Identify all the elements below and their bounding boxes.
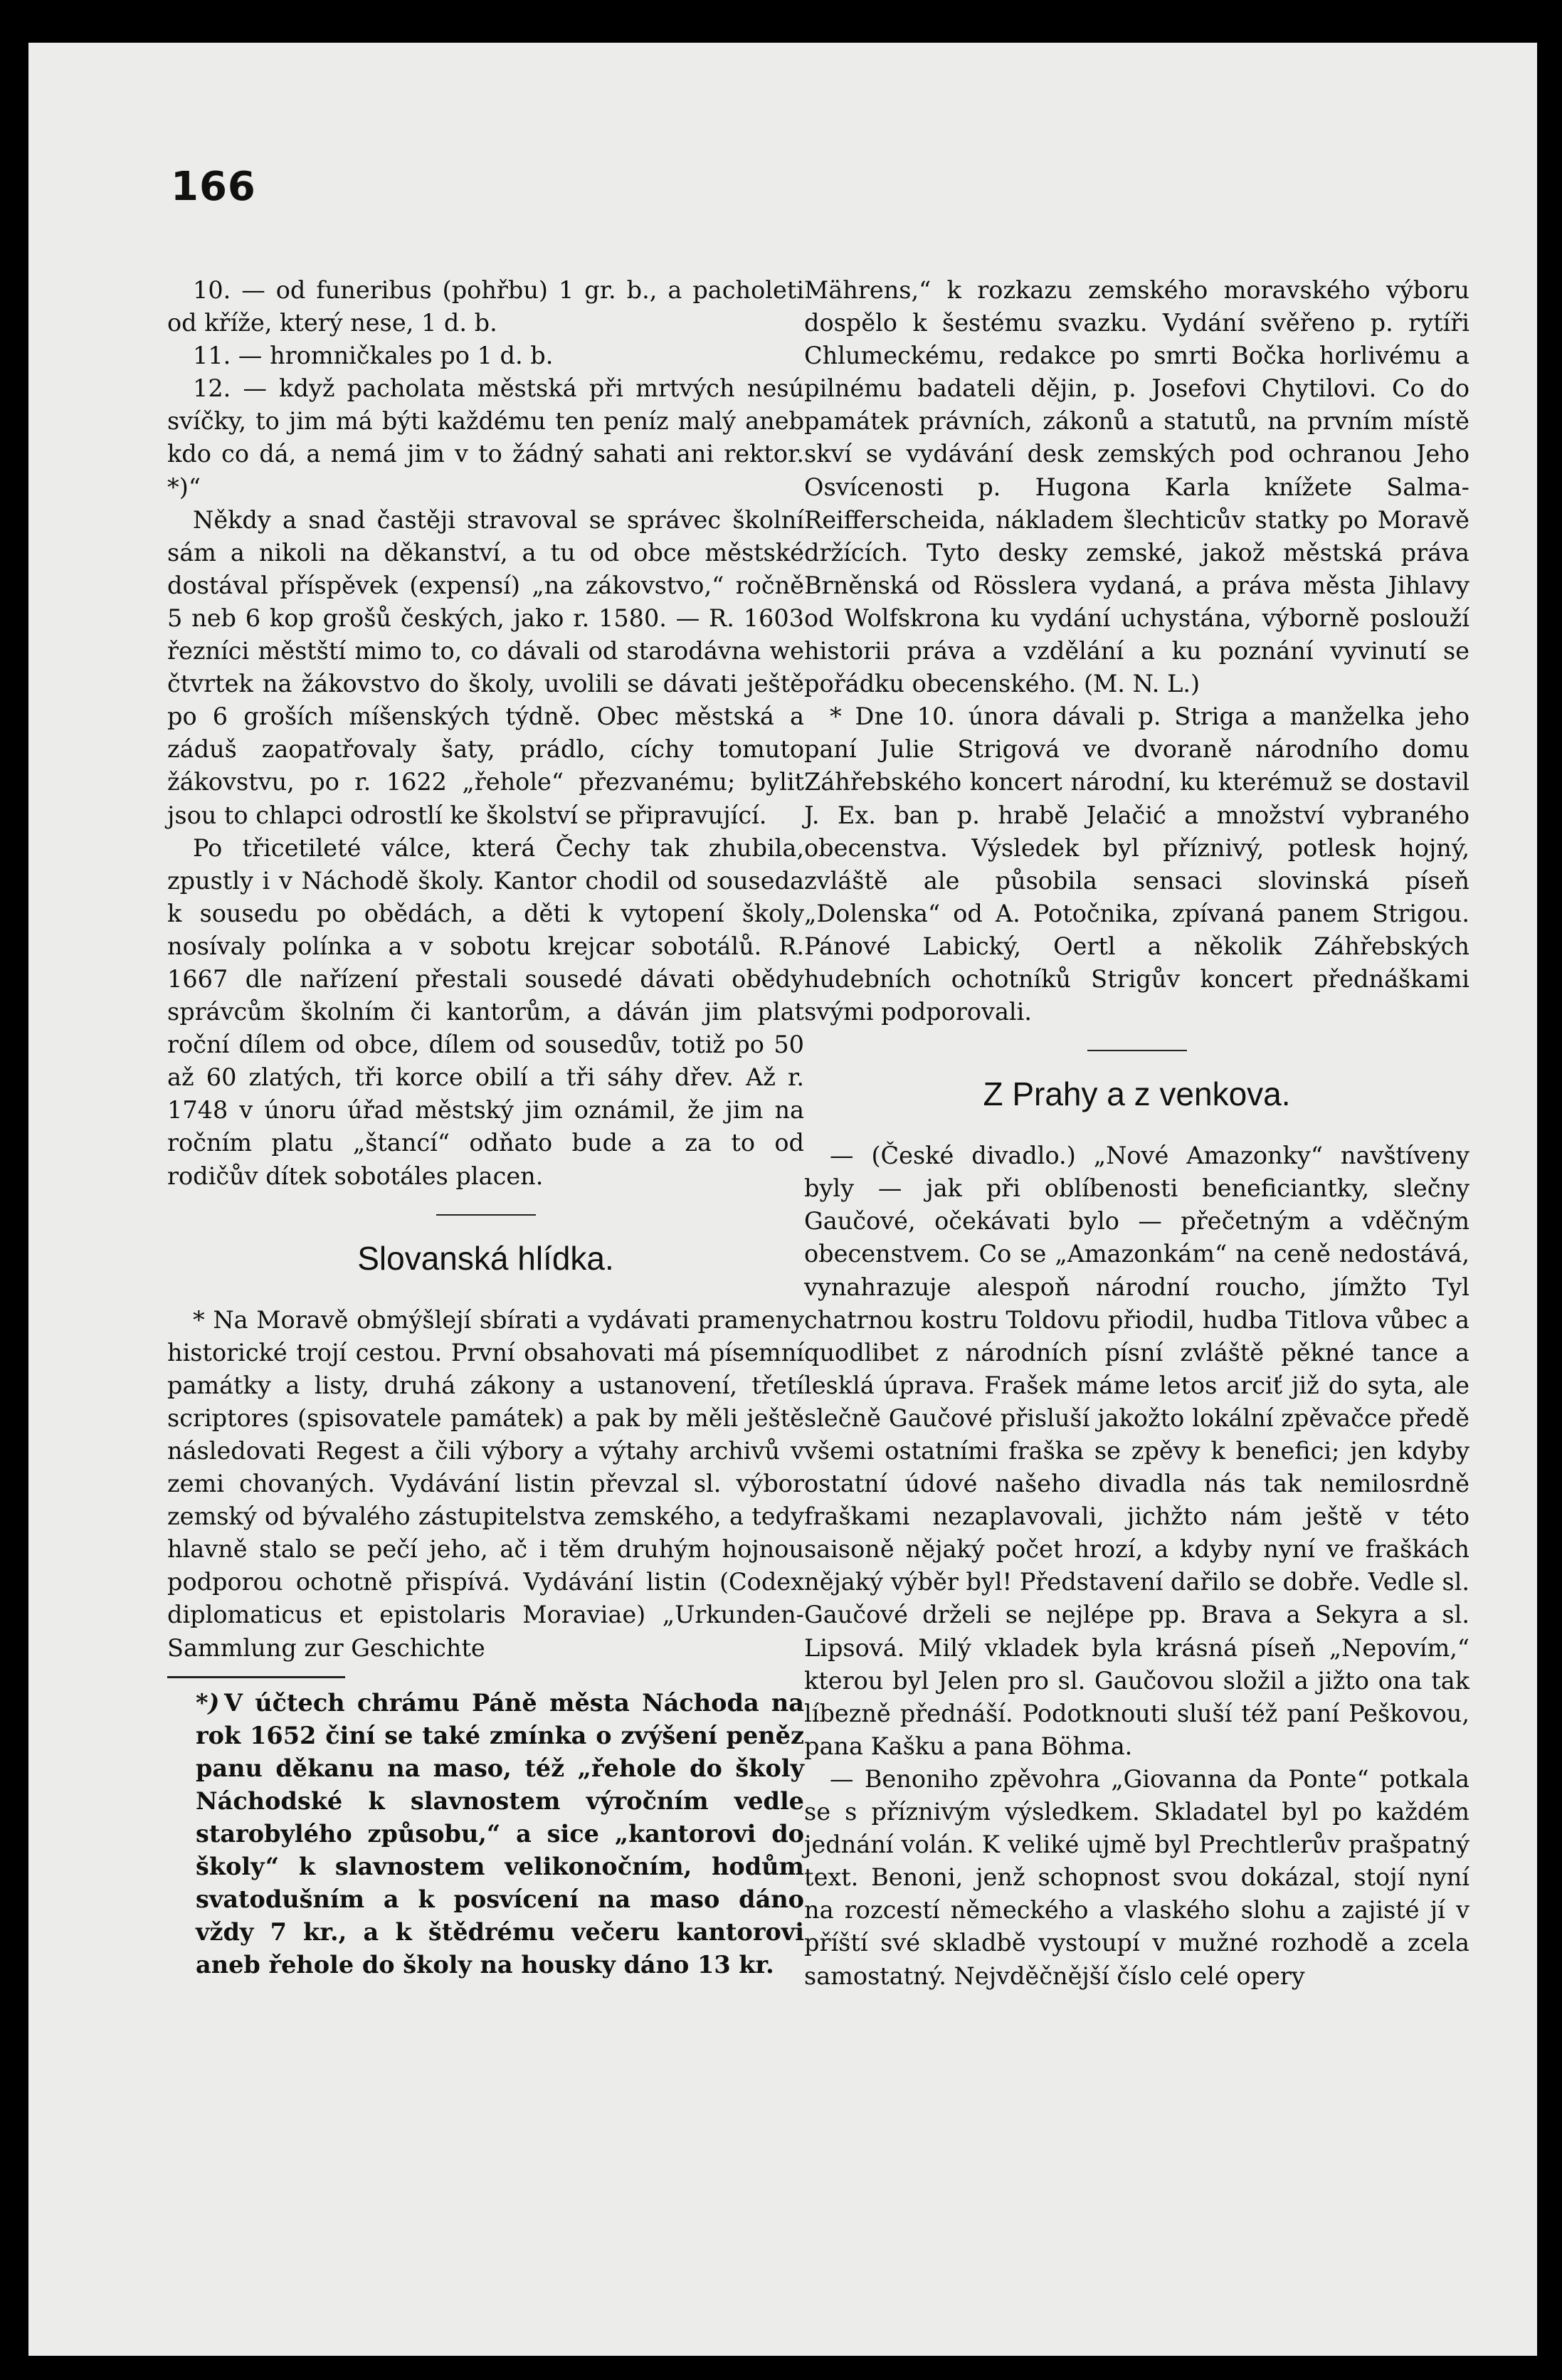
paragraph: — Benoniho zpěvohra „Giovanna da Ponte“ potkala se s příznivým výsledkem. Skladatel byl po každém jednání volán. K veliké ujmě byl Prechtlerův prašpatný text. Benoni, jenž schopnost svou dokázal, stojí nyní na rozcestí německého a vlaského slohu a zajisté jí v příští své skladbě vystoupí v mužné rozhodě a zcela samostatný. Nejvděčnější číslo celé opery (804, 1764, 1469, 1990)
page-number: 166 (171, 164, 256, 210)
paragraph: Po třicetileté válce, která Čechy tak zhubila, zpustly i v Náchodě školy. Kantor chodil od souseda k sousedu po obědách, a děti k vytopení školy nosívaly polínka a v sobotu krejcar sobotálů. R. 1667 dle nařízení přestali sousedé dávati obědy správcům školním či kantorům, a dáván jim plat roční dílem od obce, dílem od sousedův, totiž po 50 až 60 zlatých, tři korce obilí a tři sáhy dřev. Až r. 1748 v únoru úřad městský jim oznámil, že jim na ročním platu „štancí“ odňato bude a za to od rodičův dítek sobotáles placen. (167, 833, 804, 1190)
footnote-rule (167, 1676, 345, 1678)
right-column (804, 274, 1469, 1993)
footnote-text: V účtech chrámu Páně města Náchoda na rok 1652 činí se také zmínka o zvýšení peněz panu děkanu na maso, též „řehole do školy Náchodské k slavnostem výročním vedle starobylého způsobu,“ a sice „kantorovi do školy“ k slavnostem velikonočním, hodům svatodušním a k posvícení na maso dáno vždy 7 kr., a k štědrému večeru kantorovi aneb řehole do školy na housky dáno 13 kr. (196, 1688, 804, 1979)
divider (1087, 1050, 1187, 1051)
list-item: 12. — když pacholata městská při mrtvých nesú svíčky, to jim má býti každému ten peníz malý aneb kdo co dá, a nemá jim v to žádný sahati ani rektor. *)“ (167, 374, 804, 501)
paragraph: * Dne 10. února dávali p. Striga a manželka jeho paní Julie Strigová ve dvoraně národního domu Záhřebského koncert národní, ku kterémuž se dostavil J. Ex. ban p. hrabě Jelačić a množství vybraného obecenstva. Výsledek byl příznivý, potlesk hojný, zvláště ale působila sensaci slovinská píseň „Dolenska“ od A. Potočnika, zpívaná panem Strigou. Pánové Labický, Oertl a několik Záhřebských hudebních ochotníků Strigův koncert přednáškami svými podporovali. (804, 702, 1469, 1026)
paragraph: Někdy a snad častěji stravoval se správec školní sám a nikoli na děkanství, a tu od obce městské dostával příspěvek (expensí) „na zákovstvo,“ ročně 5 neb 6 kop grošů českých, jako r. 1580. — R. 1603 řezníci městští mimo to, co dávali od starodávna we čtvrtek na žákovstvo do školy, uvolili se dávati ještě po 6 groších míšenských týdně. Obec městská a záduš zaopatřovaly šaty, prádlo, cíchy tomuto žákovstvu, po r. 1622 „řehole“ přezvanému; bylit jsou to chlapci odrostlí ke školství se připravující. (167, 505, 804, 829)
paragraph: * Na Moravě obmýšlejí sbírati a vydávati prameny historické trojí cestou. První obsahovati má písemní památky a listy, druhá zákony a ustanovení, třetí scriptores (spisovatele památek) a pak by měli ještě následovati Regest a čili výbory a výtahy archivů v zemi chovaných. Vydávání listin převzal sl. výbor zemský od bývalého zástupitelstva zemského, a tedy hlavně stalo se pečí jeho, ač i těm druhým hojnou podporou ochotně přispívá. Vydávání listin (Codex diplomaticus et epistolaris Moraviae) „Urkunden-Sammlung zur Geschichte (167, 1305, 804, 1662)
left-column (167, 274, 804, 1982)
section-title: Z Prahy a z venkova. (983, 1075, 1291, 1113)
paragraph: — (České divadlo.) „Nové Amazonky“ navštíveny byly — jak při oblíbenosti beneficiantky, slečny Gaučové, očekávati bylo — přečetným a vděčným obecenstvem. Co se „Amazonkám“ na ceně nedostává, vynahrazuje alespoň národní roucho, jímžto Tyl chatrnou kostru Toldovu přiodil, hudba Titlova vůbec a quodlibet z národních písní zvláště pěkné tance a lesklá úprava. Frašek máme letos arciť již do syta, ale slečně Gaučové přisluší jakožto lokální zpěvačce předě všemi ostatními fraška se zpěvy k benefici; jen kdyby ostatní údové našeho divadla nás tak nemilosrdně fraškami nezaplavovali, jichžto nám ještě v této saisoně nějaký počet hrozí, a kdyby nyní ve fraškách nějaký výběr byl! Představení dařilo se dobře. Vedle sl. Gaučové drželi se nejlépe pp. Brava a Sekyra a sl. Lipsová. Milý vkladek byla krásná píseň „Nepovím,“ kterou byl Jelen pro sl. Gaučovou složil a jižto ona tak líbezně přednáší. Podotknouti sluší též paní Peškovou, pana Kašku a pana Böhma. (804, 1142, 1469, 1760)
footnote-mark: *) (196, 1688, 220, 1717)
divider (436, 1214, 536, 1216)
section-title: Slovanská hlídka. (357, 1239, 614, 1277)
footnote (167, 1687, 804, 1982)
list-item: 11. — hromničkales po 1 d. b. (193, 342, 554, 370)
list-item: 10. — od funeribus (pohřbu) 1 gr. b., a pacholeti od kříže, který nese, 1 d. b. (167, 276, 804, 337)
paragraph: Mährens,“ k rozkazu zemského moravského výboru dospělo k šestému svazku. Vydání svěřeno p. rytíři Chlumeckému, redakce po smrti Bočka horlivému a pilnému badateli dějin, p. Josefovi Chytilovi. Co do památek právních, zákonů a statutů, na prvním místě skví se vydávání desk zemských pod ochranou Jeho Osvícenosti p. Hugona Karla knížete Salma-Reifferscheida, nákladem šlechticův statky po Moravě držících. Tyto desky zemské, jakož městská práva Brněnská od Rösslera vydaná, a práva města Jihlavy od Wolfskrona ku vydání uchystána, výborně poslouží historii práva a vzdělání a ku poznání vyvinutí se pořádku obecenského. (M. N. L.) (804, 276, 1469, 698)
newspaper-page (28, 43, 1537, 2356)
